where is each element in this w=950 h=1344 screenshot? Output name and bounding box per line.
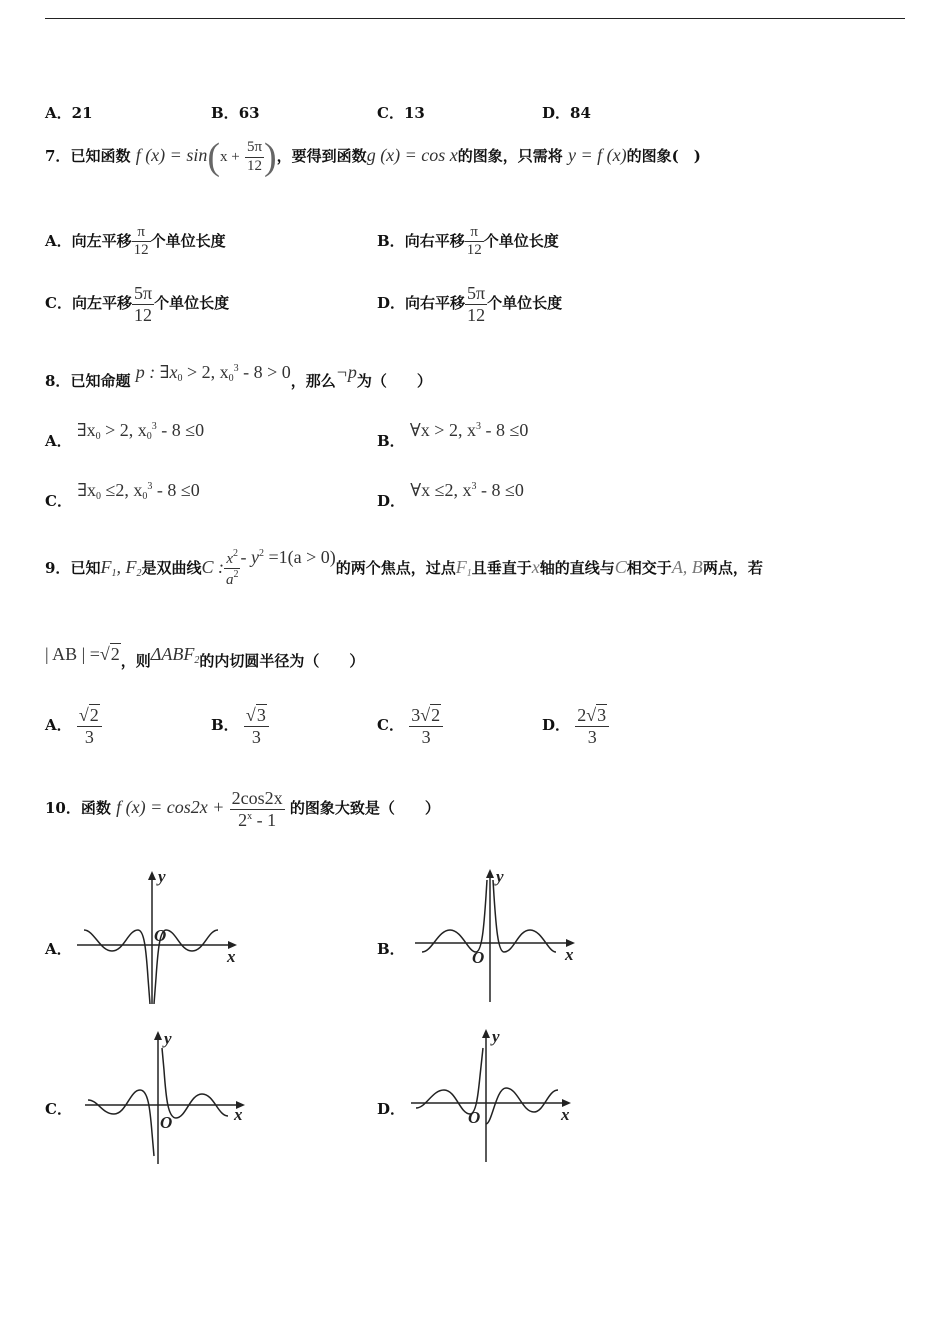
q10-function: f (x) = cos2x +	[116, 797, 225, 818]
graph-a-x-label: x	[227, 947, 236, 966]
graph-c-y-label: y	[164, 1029, 172, 1048]
q10-option-a-label[interactable]: A．	[45, 940, 72, 958]
q10-fraction: $\frac{2\cos 2x}{2^x - 1}$	[231, 788, 283, 830]
q9-option-d[interactable]: D． $\frac{2√3}{3}$	[542, 705, 609, 747]
graph-b-x-label: x	[565, 945, 574, 964]
graph-a-y-label: y	[158, 868, 166, 886]
q8-proposition: p : $\exists x_0 > 2$, $x_0^3 - 8 > 0$	[135, 362, 291, 384]
q7-yfx: y = f (x)	[568, 145, 627, 165]
q6-option-b[interactable]: B．63	[211, 104, 260, 122]
q10-option-c-label[interactable]: C．	[45, 1100, 72, 1118]
graph-a[interactable]	[72, 868, 247, 1008]
q10-option-d-label[interactable]: D．	[377, 1100, 406, 1118]
question-7: 7．已知函数 f (x) = sin(x + $\frac{5\pi}{12}$ )，要得到函数g (x) = cos x的图象，只需将 y = f (x)的图象( )	[45, 136, 701, 178]
graph-b[interactable]	[410, 866, 585, 1006]
q6-option-a[interactable]: A．21	[45, 104, 93, 122]
graph-c-x-label: x	[234, 1105, 243, 1124]
graph-d-y-label: y	[492, 1027, 500, 1046]
q7-option-b[interactable]: B．向右平移 $\frac{\pi}{12}$ 个单位长度	[377, 224, 559, 259]
graph-d[interactable]	[406, 1026, 581, 1166]
question-8: 8．已知命题 p : $\exists x_0 > 2$, $x_0^3 - 8 > 0$，那么¬p为（ ）	[45, 362, 432, 390]
q7-fx: f (x) = sin	[135, 145, 208, 165]
q9-hyperbola-fraction: $\frac{x^2}{a^2}$	[225, 548, 239, 589]
q9-option-b[interactable]: B． $\frac{√3}{3}$	[211, 705, 269, 747]
q7-option-d[interactable]: D．向右平移 $\frac{5\pi}{12}$ 个单位长度	[377, 283, 563, 325]
q7-option-c[interactable]: C．向左平移 $\frac{5\pi}{12}$ 个单位长度	[45, 283, 230, 325]
question-9: 9．已知$F_1$, $F_2$是双曲线C : $\frac{x^2}{a^2}$ - $y^2 =1(a > 0)$的两个焦点，过点$F_1$且垂直于x轴的直线与C相交于A, B两点，若	[45, 546, 763, 589]
header-rule	[45, 18, 905, 19]
q6-option-c[interactable]: C．13	[377, 104, 425, 122]
graph-b-origin: O	[472, 948, 485, 967]
q10-option-b-label[interactable]: B．	[377, 940, 405, 958]
q7-gx: g (x) = cos x	[366, 145, 458, 165]
graph-c[interactable]	[80, 1028, 255, 1168]
graph-a-origin: O	[154, 926, 167, 945]
q9-option-c[interactable]: C． $\frac{3√2}{3}$	[377, 705, 443, 747]
question-9-cont: | AB | =√2，则$\Delta ABF_2$的内切圆半径为（ ）	[45, 644, 365, 670]
graph-d-origin: O	[468, 1108, 481, 1127]
q9-option-a[interactable]: A． $\frac{√2}{3}$	[45, 705, 102, 747]
graph-b-y-label: y	[496, 867, 504, 886]
q7-phase-fraction: $\frac{5\pi}{12}$	[246, 139, 263, 174]
q8-option-a[interactable]: A． $\exists x_0 > 2$, $x_0^3 - 8 \le 0$	[45, 420, 205, 450]
q7-option-a[interactable]: A．向左平移 $\frac{\pi}{12}$ 个单位长度	[45, 224, 226, 259]
q9-ab-length: | AB | =√2	[45, 644, 120, 664]
q8-not-p: ¬p	[335, 362, 357, 382]
q8-option-c[interactable]: C． $\exists x_0 \le 2$, $x_0^3 - 8 \le 0$	[45, 480, 200, 510]
graph-d-x-label: x	[561, 1105, 570, 1124]
q6-option-d[interactable]: D．84	[542, 104, 591, 122]
question-10: 10．函数 f (x) = cos2x + $\frac{2\cos 2x}{2^x - 1}$ 的图象大致是（ ）	[45, 788, 440, 830]
graph-c-origin: O	[160, 1113, 173, 1132]
q7-x-plus: x +	[219, 149, 240, 165]
q8-option-b[interactable]: B． ∀x > 2, $x^3 - 8 \le 0$	[377, 420, 529, 450]
q8-option-d[interactable]: D． ∀x ≤2, $x^3 - 8 \le 0$	[377, 480, 524, 510]
